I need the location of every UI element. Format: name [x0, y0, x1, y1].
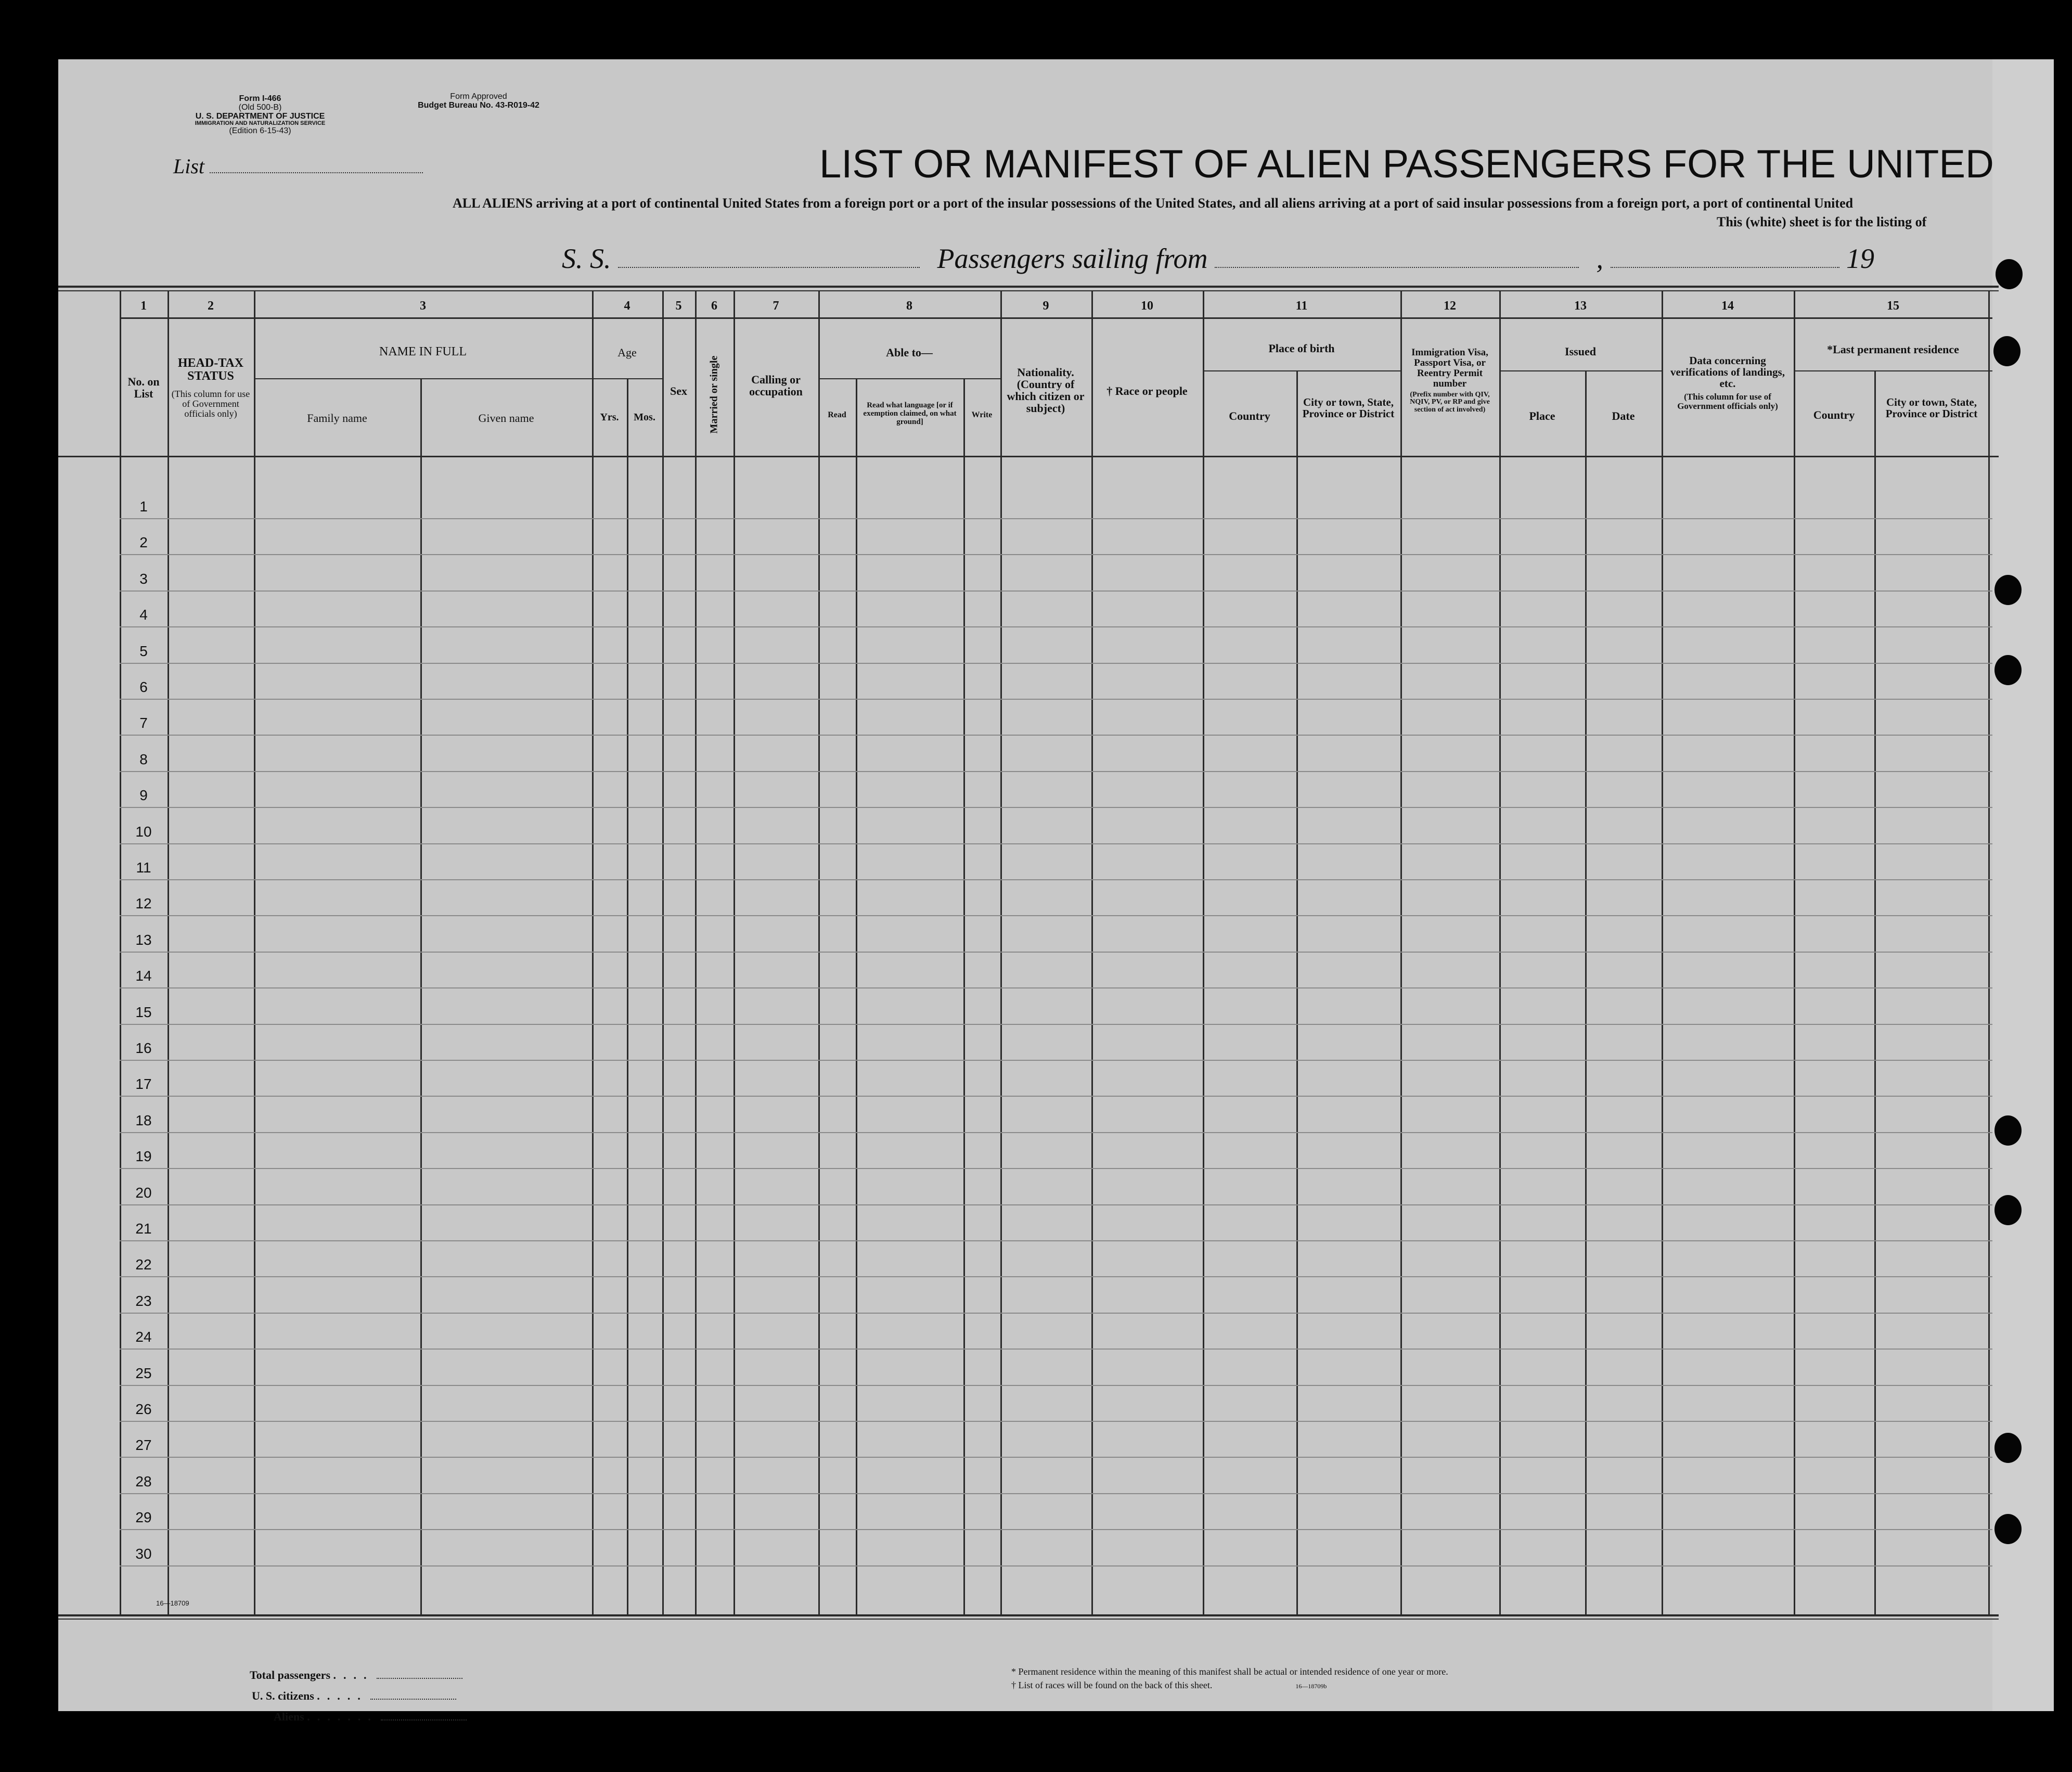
col-num-12: 12: [1444, 299, 1456, 313]
row-number: 4: [139, 607, 148, 623]
col-line: [1203, 291, 1204, 1616]
totals-block: Total passengers .... U. S. citizens ..... Aliens .......: [250, 1665, 467, 1727]
table-row[interactable]: [120, 1168, 1992, 1169]
col-num-3: 3: [420, 299, 426, 313]
form-old: (Old 500-B): [238, 102, 282, 112]
col-num-7: 7: [773, 299, 779, 313]
col-line: [1874, 370, 1876, 1616]
row-number: 11: [136, 859, 151, 876]
table-row[interactable]: [120, 1276, 1992, 1277]
header-issued-place: Place: [1529, 409, 1555, 422]
visa-label: Immigration Visa, Passport Visa, or Reentry Permit number: [1411, 347, 1488, 389]
ship-name-blank[interactable]: [618, 247, 920, 268]
col-line: [592, 291, 594, 1616]
header-read-language: Read what language [or if exemption claimed, on what ground]: [863, 401, 957, 426]
table-row[interactable]: [120, 915, 1992, 916]
punch-hole: [1994, 1195, 2022, 1225]
table-bottom-line-2: [58, 1619, 1999, 1620]
col-line: [168, 291, 169, 1616]
row-number: 12: [135, 895, 152, 912]
year-label: 19: [1846, 243, 1875, 274]
table-row[interactable]: [120, 1349, 1992, 1350]
row-number: 19: [135, 1148, 152, 1165]
row-number: 8: [139, 751, 148, 767]
col-line: [818, 291, 820, 1616]
col-num-8: 8: [906, 299, 912, 313]
row-number: 21: [135, 1221, 152, 1237]
header-data-concerning: [1667, 355, 1788, 411]
table-row[interactable]: [120, 1565, 1992, 1566]
row-number: 28: [135, 1473, 152, 1489]
col-line: [254, 291, 255, 1616]
us-citizens-blank[interactable]: [370, 1691, 456, 1700]
row-number: 13: [135, 931, 152, 948]
col-line: [1000, 291, 1002, 1616]
form-approval: [395, 93, 562, 110]
col-line: [1296, 370, 1298, 1616]
col-line: [1585, 370, 1587, 1616]
footnote-star: * Permanent residence within the meaning of this manifest shall be actual or intended residence of one year or more.: [1011, 1666, 1448, 1677]
print-code-left: 16—18709: [156, 1599, 189, 1607]
header-birth-city: City or town, State, Province or District: [1302, 396, 1395, 420]
footnotes: [1011, 1665, 1448, 1693]
header-name-in-full: NAME IN FULL: [379, 345, 467, 358]
header-issued-date: Date: [1612, 409, 1635, 422]
header-yrs: Yrs.: [600, 412, 619, 423]
head-tax-note: (This column for use of Government officials only): [171, 389, 250, 419]
header-last-residence: *Last permanent residence: [1827, 343, 1959, 356]
punch-hole: [1994, 1514, 2022, 1544]
row-number: 25: [135, 1365, 152, 1381]
header-able-to: Able to—: [886, 346, 933, 359]
header-given-name: Given name: [478, 412, 534, 425]
row-number: 26: [135, 1401, 152, 1417]
header-mos: Mos.: [634, 412, 655, 423]
ship-line: S. S. Passengers sailing from , 19: [562, 243, 1875, 274]
table-row[interactable]: [120, 1457, 1992, 1458]
table-row[interactable]: [120, 1240, 1992, 1241]
list-field: [173, 154, 423, 178]
punch-hole: [1994, 575, 2022, 605]
header-family-name: Family name: [307, 412, 367, 425]
header-calling: Calling or occupation: [749, 373, 803, 399]
header-no-on-list: No. on List: [127, 375, 160, 401]
table-row[interactable]: [120, 1060, 1992, 1061]
row-number: 10: [135, 823, 152, 840]
col-line: [1499, 291, 1501, 1616]
table-top-line: [58, 286, 1999, 288]
sheet-right-edge: [1992, 59, 2054, 1711]
header-read: Read: [828, 410, 846, 419]
row-number: 1: [139, 498, 148, 515]
table-row[interactable]: [120, 1132, 1992, 1133]
row-number: 3: [139, 570, 148, 587]
data-concerning-note: (This column for use of Government officials only): [1677, 392, 1778, 411]
col-line: [662, 291, 664, 1616]
row-number: 27: [135, 1437, 152, 1454]
form-approved: Form Approved: [450, 92, 507, 101]
residence-sub-line: [1794, 370, 1992, 371]
col-line: [1794, 291, 1795, 1616]
table-row[interactable]: [120, 771, 1992, 772]
col-line: [963, 378, 965, 1616]
col-line: [733, 291, 735, 1616]
col-line: [1662, 291, 1663, 1616]
row-number: 15: [135, 1004, 152, 1020]
header-residence-country: Country: [1813, 408, 1855, 421]
table-row[interactable]: [120, 626, 1992, 627]
punch-hole: [1994, 1433, 2022, 1463]
table-row[interactable]: [120, 1529, 1992, 1530]
col-num-15: 15: [1887, 299, 1899, 313]
form-service: IMMIGRATION AND NATURALIZATION SERVICE: [195, 120, 326, 127]
form-id: Form I-466: [239, 94, 281, 103]
colnum-line: [120, 317, 1992, 319]
ss-label: S. S.: [562, 243, 611, 274]
row-number: 18: [135, 1112, 152, 1128]
col-line: [695, 291, 697, 1616]
footnote-dagger: † List of races will be found on the back of this sheet.: [1011, 1680, 1213, 1690]
manifest-subtitle-2: This (white) sheet is for the listing of: [1717, 214, 1927, 229]
table-row[interactable]: [120, 987, 1992, 988]
row-number: 22: [135, 1256, 152, 1273]
form-dept: U. S. DEPARTMENT OF JUSTICE: [195, 111, 325, 121]
form-info: [151, 95, 369, 136]
table-row[interactable]: [120, 735, 1992, 736]
table-row[interactable]: [120, 952, 1992, 953]
row-number: 17: [135, 1076, 152, 1093]
header-write: Write: [971, 410, 993, 419]
row-number: 7: [139, 715, 148, 731]
footnote-code: 16—18709b: [1295, 1683, 1327, 1690]
col-line: [627, 378, 628, 1616]
row-number: 30: [135, 1545, 152, 1562]
header-visa: [1402, 348, 1497, 414]
col-num-1: 1: [140, 299, 147, 313]
col-num-4: 4: [624, 299, 630, 313]
departure-port-blank[interactable]: [1215, 247, 1579, 268]
header-sex: Sex: [670, 384, 687, 397]
table-row[interactable]: [120, 879, 1992, 880]
header-age: Age: [617, 346, 637, 359]
table-row[interactable]: [120, 590, 1992, 592]
table-row[interactable]: [120, 1204, 1992, 1205]
header-race: † Race or people: [1106, 384, 1188, 397]
table-row[interactable]: [120, 1024, 1992, 1025]
table-row[interactable]: [120, 518, 1992, 519]
punch-hole: [1993, 336, 2020, 366]
able-sub-line: [818, 378, 1000, 379]
total-passengers-blank[interactable]: [377, 1671, 462, 1679]
aliens-label: Aliens: [274, 1710, 304, 1723]
us-citizens-label: U. S. citizens: [252, 1689, 314, 1702]
row-number: 6: [139, 679, 148, 695]
head-tax-label: HEAD-TAX STATUS: [177, 356, 244, 383]
header-residence-city: City or town, State, Province or District: [1885, 396, 1978, 420]
col-line: [120, 291, 121, 1616]
header-issued: Issued: [1565, 345, 1596, 358]
table-row[interactable]: [120, 699, 1992, 700]
passengers-label: Passengers sailing from: [937, 243, 1208, 274]
form-edition: (Edition 6-15-43): [229, 126, 291, 135]
col-line: [1091, 291, 1093, 1616]
row-number: 24: [135, 1329, 152, 1345]
col-line: [1988, 291, 1990, 1616]
col-num-11: 11: [1295, 299, 1308, 313]
table-row[interactable]: [120, 807, 1992, 808]
table-row[interactable]: [120, 1493, 1992, 1494]
punch-hole: [1994, 1115, 2022, 1146]
row-number: 2: [139, 534, 148, 551]
departure-date-blank[interactable]: [1611, 247, 1839, 268]
row-number: 16: [135, 1040, 152, 1056]
col-num-10: 10: [1141, 299, 1153, 313]
header-nationality: Nationality. (Country of which citizen or subject): [1007, 366, 1085, 415]
table-bottom-line: [58, 1614, 1999, 1616]
table-row[interactable]: [120, 1313, 1992, 1314]
table-row[interactable]: [120, 1385, 1992, 1386]
issued-sub-line: [1499, 370, 1662, 371]
form-budget: Budget Bureau No. 43-R019-42: [418, 100, 539, 110]
col-num-14: 14: [1721, 299, 1734, 313]
table-row[interactable]: [120, 554, 1992, 555]
row-number: 20: [135, 1184, 152, 1201]
name-sub-line: [254, 378, 592, 379]
col-num-9: 9: [1043, 299, 1049, 313]
punch-hole: [1994, 655, 2022, 685]
row-number: 5: [139, 643, 148, 659]
table-top-line-2: [58, 290, 1999, 291]
row-number: 29: [135, 1509, 152, 1526]
col-line: [1400, 291, 1402, 1616]
header-bottom-line: [58, 456, 1999, 457]
total-passengers-label: Total passengers: [250, 1668, 331, 1681]
row-number: 23: [135, 1292, 152, 1309]
col-line: [420, 378, 422, 1616]
col-num-5: 5: [675, 299, 682, 313]
data-concerning-label: Data concerning verifications of landings, etc.: [1670, 354, 1785, 390]
col-num-13: 13: [1574, 299, 1587, 313]
list-label: List: [173, 155, 205, 178]
aliens-blank[interactable]: [381, 1712, 467, 1720]
birth-sub-line: [1203, 370, 1400, 371]
col-line: [856, 378, 857, 1616]
header-place-of-birth: Place of birth: [1268, 342, 1335, 355]
punch-hole: [1996, 259, 2023, 289]
manifest-title: LIST OR MANIFEST OF ALIEN PASSENGERS FOR THE UNITED: [819, 142, 1994, 186]
list-number-blank[interactable]: [210, 157, 423, 173]
header-head-tax: [170, 357, 252, 419]
table-row[interactable]: [120, 663, 1992, 664]
row-number: 14: [135, 968, 152, 984]
visa-note: (Prefix number with QIV, NQIV, PV, or RP and give section of act involved): [1410, 390, 1490, 414]
table-row[interactable]: [120, 1421, 1992, 1422]
col-num-6: 6: [711, 299, 717, 313]
table-row[interactable]: [120, 843, 1992, 844]
row-number: 9: [139, 787, 148, 804]
table-row[interactable]: [120, 1096, 1992, 1097]
col-num-2: 2: [208, 299, 214, 313]
header-birth-country: Country: [1229, 409, 1270, 422]
header-married: Married or single: [708, 355, 720, 434]
manifest-subtitle-1: ALL ALIENS arriving at a port of continental United States from a foreign port or a port of the insular possessions of the United States, and all aliens arriving at a port of said insular possessions from a foreign port, a port of continental United: [453, 196, 1854, 211]
